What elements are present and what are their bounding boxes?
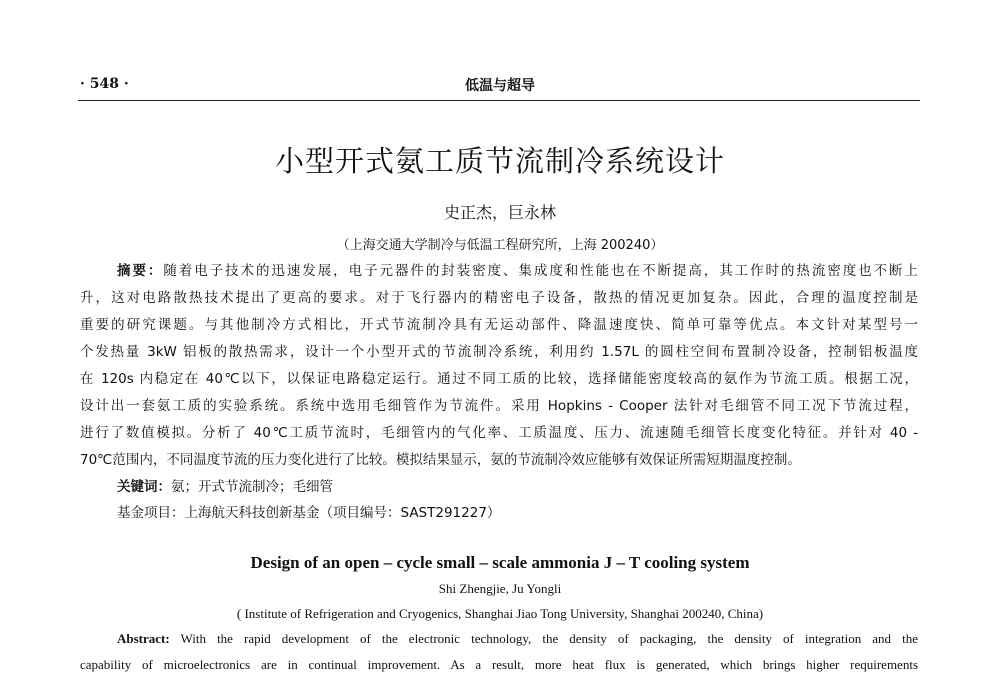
english-abstract-line-text: With the rapid development of the electronic technology, the density of packaging, the density of integration and the	[180, 631, 918, 646]
abstract-line-text: 随着电子技术的迅速发展，电子元器件的封装密度、集成度和性能也在不断提高，其工作时的热流密度也不断上	[163, 263, 919, 279]
abstract-line	[117, 259, 918, 279]
english-abstract-line	[117, 631, 918, 647]
header-rule	[78, 100, 920, 101]
english-abstract-label: Abstract:	[117, 631, 170, 646]
paper-title: 小型开式氨工质节流制冷系统设计	[274, 144, 725, 178]
abstract-line: 在 120s 内稳定在 40℃以下，以保证电路稳定运行。通过不同工质的比较，选择储能密度较高的氨作为节流工质。根据工况，	[80, 371, 918, 387]
keywords-label: 关键词：	[117, 479, 171, 495]
fund-text: 上海航天科技创新基金（项目编号：SAST291227）	[184, 505, 501, 521]
page-number: · 548 ·	[80, 76, 129, 92]
english-abstract-line: capability of microelectronics are in continual improvement. As a result, more heat flux is generated, which brings higher requirements	[80, 657, 918, 672]
fund-label: 基金项目：	[117, 505, 185, 521]
english-authors: Shi Zhengjie, Ju Yongli	[438, 581, 562, 596]
authors: 史正杰，巨永林	[443, 203, 556, 222]
journal-name: 低温与超导	[465, 78, 535, 94]
keywords	[117, 475, 333, 495]
abstract-line: 重要的研究课题。与其他制冷方式相比，开式节流制冷具有无运动部件、降温速度快、简单可靠等优点。本文针对某型号一	[80, 317, 918, 333]
english-affiliation: ( Institute of Refrigeration and Cryogenics, Shanghai Jiao Tong University, Shanghai 200240, China)	[236, 606, 764, 621]
abstract-line: 个发热量 3kW 铝板的散热需求，设计一个小型开式的节流制冷系统，利用约 1.57L 的圆柱空间布置制冷设备，控制铝板温度	[80, 344, 918, 360]
abstract-line: 70℃范围内，不同温度节流的压力变化进行了比较。模拟结果显示，氨的节流制冷效应能够有效保证所需短期温度控制。	[80, 452, 801, 468]
abstract-line: 升，这对电路散热技术提出了更高的要求。对于飞行器内的精密电子设备，散热的情况更加复杂。因此，合理的温度控制是	[80, 290, 918, 306]
english-title: Design of an open – cycle small – scale ammonia J – T cooling system	[250, 553, 750, 572]
keywords-text: 氨；开式节流制冷；毛细管	[171, 479, 333, 495]
abstract-label: 摘要：	[117, 263, 164, 279]
affiliation: （上海交通大学制冷与低温工程研究所，上海 200240）	[336, 238, 664, 253]
abstract-line: 设计出一套氨工质的实验系统。系统中选用毛细管作为节流件。采用 Hopkins - Cooper 法针对毛细管不同工况下节流过程，	[80, 398, 918, 414]
abstract-line: 进行了数值模拟。分析了 40℃工质节流时，毛细管内的气化率、工质温度、压力、流速随毛细管长度变化特征。并针对 40 -	[80, 425, 918, 441]
fund	[117, 501, 500, 521]
